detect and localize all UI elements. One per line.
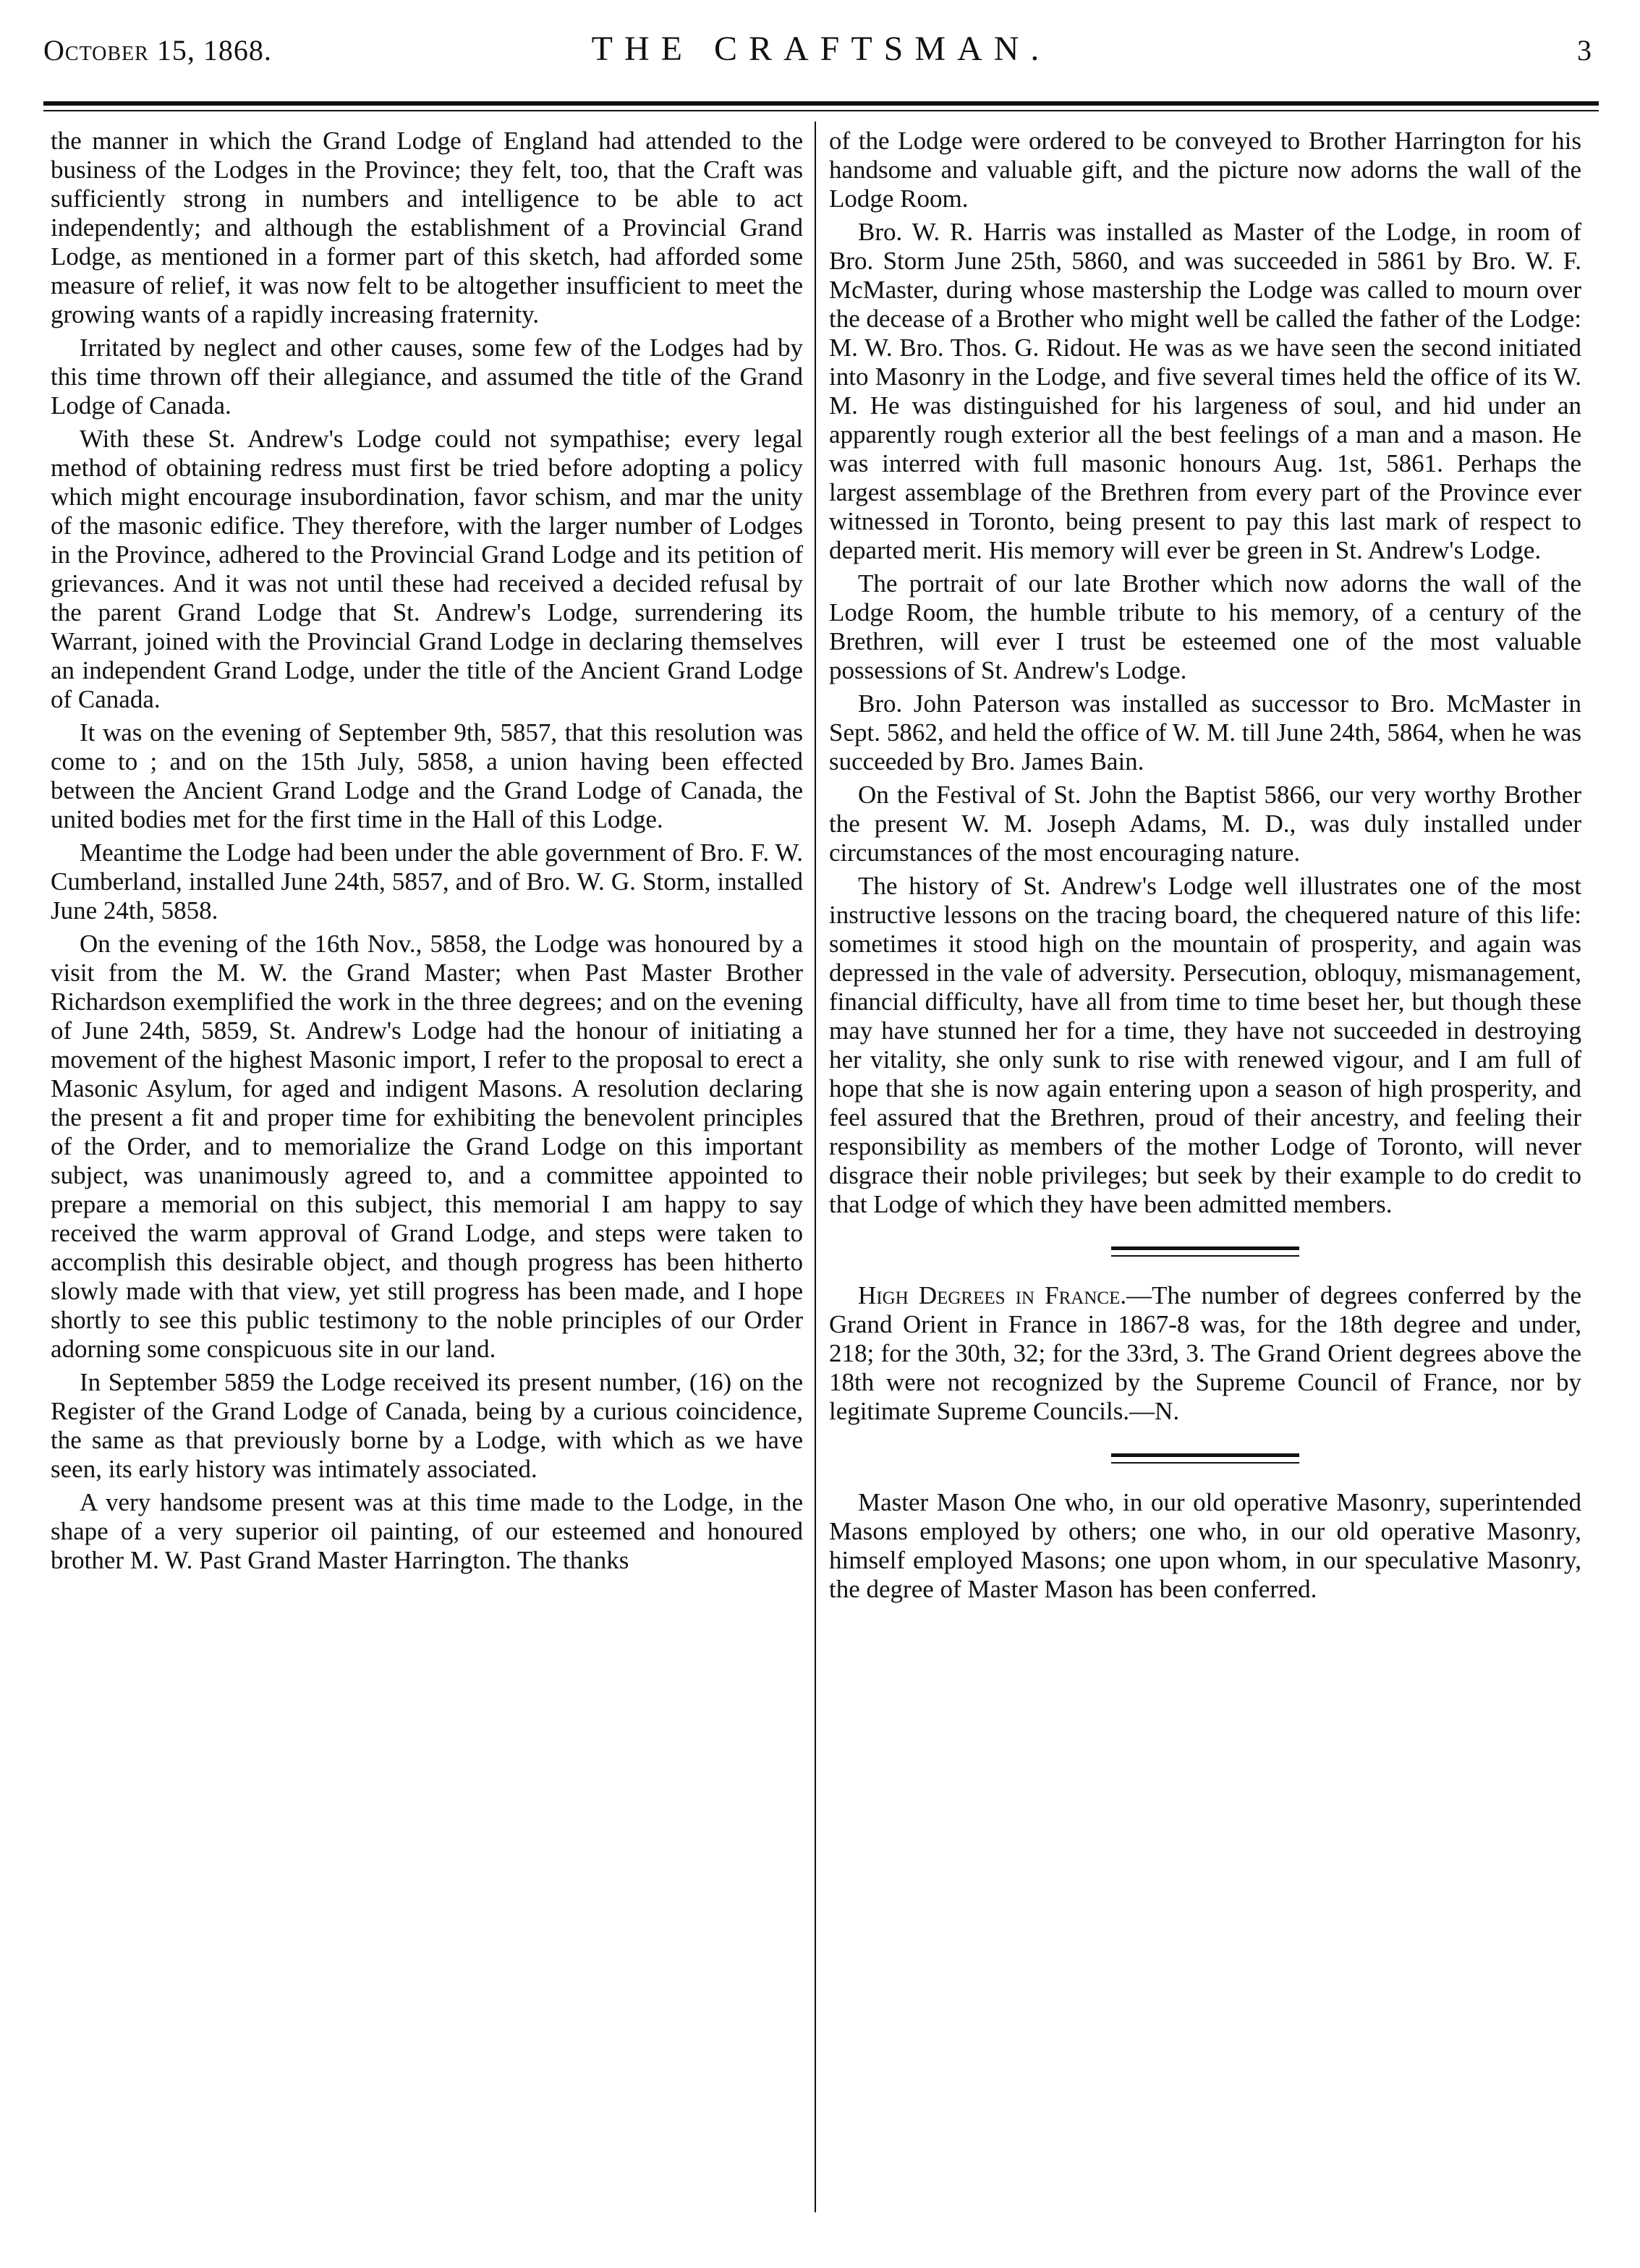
left-column: [51, 127, 803, 1575]
paragraph: The history of St. Andrew's Lodge well illustrates one of the most instructive lessons on the tracing board, the chequered nature of this life: sometimes it stood high on the mountain of prosperity, and again was depressed in the vale of adversity. Persecution, obloquy, mismanagement, financial difficulty, have all from time to time beset her, but though these may have stunned her for a time, they have not succeeded in destroying her vitality, she only sunk to rise with renewed vigour, and I am full of hope that she is now again entering upon a season of high prosperity, and feel assured that the Brethren, proud of their ancestry, and feeling their responsibility as members of the mother Lodge of Toronto, will never disgrace their noble privileges; but seek by their example to do credit to that Lodge of which they have been admitted members.: [829, 872, 1581, 1218]
article-text: —The number of degrees conferred by the Grand Orient in France in 1867-8 was, for the 18th degree and under, 218; for the 30th, 32; for the 33rd, 3. The Grand Orient degrees above the 18th were not recognized by the Supreme Council of France, nor by legitimate Supreme Councils.—N.: [829, 1281, 1581, 1425]
paragraph: The portrait of our late Brother which now adorns the wall of the Lodge Room, the humble tribute to his memory, of a century of the Brethren, will ever I trust be esteemed one of the most valuable possessions of St. Andrew's Lodge.: [829, 569, 1581, 684]
article-heading: Master Mason: [858, 1488, 1006, 1516]
header-rule: [43, 101, 1599, 106]
section-divider: [1111, 1246, 1299, 1257]
masthead-title: THE CRAFTSMAN.: [591, 30, 1051, 68]
paragraph: Meantime the Lodge had been under the able government of Bro. F. W. Cumberland, installed June 24th, 5857, and of Bro. W. G. Storm, installed June 24th, 5858.: [51, 838, 803, 925]
page-header: [43, 29, 1599, 87]
page-number: 3: [1577, 34, 1592, 67]
paragraph: Bro. John Paterson was installed as successor to Bro. McMaster in Sept. 5862, and held the office of W. M. till June 24th, 5864, when he was succeeded by Bro. James Bain.: [829, 689, 1581, 776]
paragraph: of the Lodge were ordered to be conveyed to Brother Harrington for his handsome and valuable gift, and the picture now adorns the wall of the Lodge Room.: [829, 127, 1581, 213]
column-divider: [815, 122, 816, 2212]
high-degrees-article: [829, 1281, 1581, 1426]
paragraph: the manner in which the Grand Lodge of England had attended to the business of the Lodges in the Province; they felt, too, that the Craft was sufficiently strong in numbers and intelligence to be able to act independently; and although the establishment of a Provincial Grand Lodge, as mentioned in a former part of this sketch, had afforded some measure of relief, it was now felt to be altogether insufficient to meet the growing wants of a rapidly increasing fraternity.: [51, 127, 803, 328]
issue-date: October 15, 1868.: [43, 34, 272, 67]
paragraph: On the Festival of St. John the Baptist 5866, our very worthy Brother the present W. M. Joseph Adams, M. D., was duly installed under circumstances of the most encouraging nature.: [829, 781, 1581, 867]
master-mason-article: [829, 1488, 1581, 1604]
right-column: [829, 127, 1581, 1604]
article-text: One who, in our old operative Masonry, superintended Masons employed by others; one who, in our old operative Masonry, himself employed Masons; one upon whom, in our speculative Masonry, the degree of Master Mason has been conferred.: [829, 1488, 1582, 1603]
header-rule-thin: [43, 110, 1599, 111]
paragraph: Irritated by neglect and other causes, some few of the Lodges had by this time thrown off their allegiance, and assumed the title of the Grand Lodge of Canada.: [51, 334, 803, 420]
paragraph: On the evening of the 16th Nov., 5858, the Lodge was honoured by a visit from the M. W. the Grand Master; when Past Master Brother Richardson exemplified the work in the three degrees; and on the evening of June 24th, 5859, St. Andrew's Lodge had the honour of initiating a movement of the highest Masonic import, I refer to the proposal to erect a Masonic Asylum, for aged and indigent Masons. A resolution declaring the present a fit and proper time for exhibiting the benevolent principles of the Order, and to memorialize the Grand Lodge on this important subject, was unanimously agreed to, and a committee appointed to prepare a memorial on this subject, this memorial I am happy to say received the warm approval of Grand Lodge, and steps were taken to accomplish this desirable object, and though progress has been hitherto slowly made with that view, yet still progress has been made, and I hope shortly to see this public testimony to the noble principles of our Order adorning some conspicuous site in our land.: [51, 930, 803, 1363]
paragraph: In September 5859 the Lodge received its present number, (16) on the Register of the Grand Lodge of Canada, being by a curious coincidence, the same as that previously borne by a Lodge, with which as we have seen, its early history was intimately associated.: [51, 1368, 803, 1483]
paragraph: With these St. Andrew's Lodge could not sympathise; every legal method of obtaining redress must first be tried before adopting a policy which might encourage insubordination, favor schism, and mar the unity of the masonic edifice. They therefore, with the larger number of Lodges in the Province, adhered to the Provincial Grand Lodge and its petition of grievances. And it was not until these had received a decided refusal by the parent Grand Lodge that St. Andrew's Lodge, surrendering its Warrant, joined with the Provincial Grand Lodge in declaring themselves an independent Grand Lodge, under the title of the Ancient Grand Lodge of Canada.: [51, 425, 803, 713]
paragraph: It was on the evening of September 9th, 5857, that this resolution was come to ; and on the 15th July, 5858, a union having been effected between the Ancient Grand Lodge and the Grand Lodge of Canada, the united bodies met for the first time in the Hall of this Lodge.: [51, 718, 803, 833]
paragraph: Bro. W. R. Harris was installed as Master of the Lodge, in room of Bro. Storm June 25th, 5860, and was succeeded in 5861 by Bro. W. F. McMaster, during whose mastership the Lodge was called to mourn over the decease of a Brother who might well be called the father of the Lodge: M. W. Bro. Thos. G. Ridout. He was as we have seen the second initiated into Masonry in the Lodge, and five several times held the office of its W. M. He was distinguished for his largeness of soul, and hid under an apparently rough exterior all the best feelings of a man and a mason. He was interred with full masonic honours Aug. 1st, 5861. Perhaps the largest assemblage of the Brethren from every part of the Province ever witnessed in Toronto, being present to pay this last mark of respect to departed merit. His memory will ever be green in St. Andrew's Lodge.: [829, 218, 1581, 564]
section-divider: [1111, 1453, 1299, 1464]
paragraph: A very handsome present was at this time made to the Lodge, in the shape of a very superior oil painting, of our esteemed and honoured brother M. W. Past Grand Master Harrington. The thanks: [51, 1488, 803, 1574]
article-heading: High Degrees in France.: [858, 1281, 1127, 1309]
